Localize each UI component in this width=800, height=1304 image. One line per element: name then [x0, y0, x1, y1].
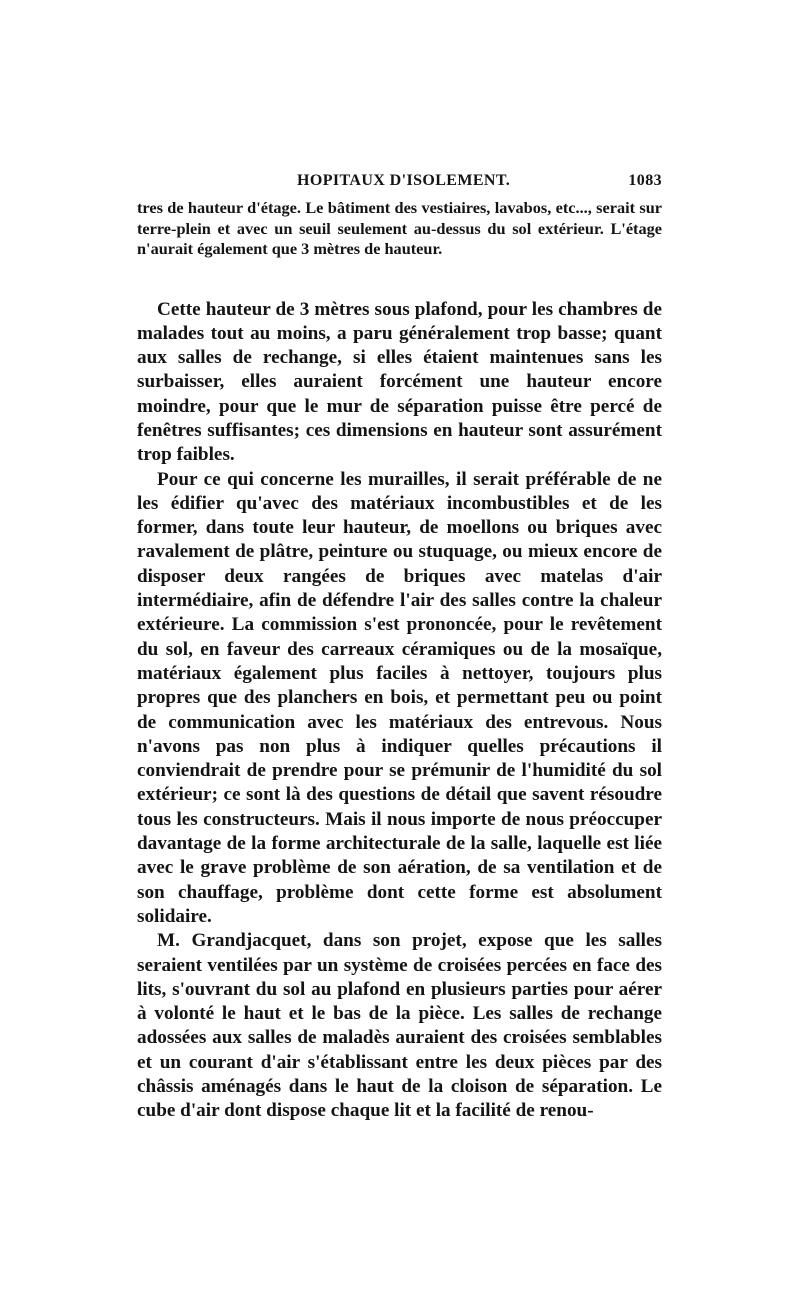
paragraph-walls-and-floors: Pour ce qui concerne les murailles, il serait préférable de ne les édifier qu'avec des matériaux incombustibles et de les former, dans toute leur hauteur, de moellons ou briques avec ravalement de plâtre, peinture ou stuquage, ou mieux encore de disposer deux rangées de briques avec matelas d'air intermédiaire, afin de défendre l'air des salles contre la chaleur extérieure. La commission s'est prononcée, pour le revêtement du sol, en faveur des carreaux céramiques ou de la mosaïque, matériaux également plus faciles à nettoyer, toujours plus propres que des planchers en bois, et permettant peu ou point de communication avec les matériaux des entrevous. Nous n'avons pas non plus à indiquer quelles précautions il conviendrait de prendre pour se prémunir de l'humidité du sol extérieur; ce sont là des questions de détail que savent résoudre tous les constructeurs. Mais il nous importe de nous préoccuper davantage de la forme architecturale de la salle, laquelle est liée avec le grave problème de son aération, de sa ventilation et de son chauffage, problème dont cette forme est absolument solidaire. [137, 468, 662, 927]
running-title: HOPITAUX D'ISOLEMENT. [297, 172, 511, 189]
paragraph-ceiling-height: Cette hauteur de 3 mètres sous plafond, pour les chambres de malades tout au moins, a paru généralement trop basse; quant aux salles de rechange, si elles étaient maintenues sans les surbaisser, elles auraient forcément une hauteur encore moindre, pour que le mur de séparation puisse être percé de fenêtres suffisantes; ces dimensions en hauteur sont assurément trop faibles. [137, 298, 662, 466]
paragraph-grandjacquet-ventilation: M. Grandjacquet, dans son projet, expose que les salles seraient ventilées par un système de croisées percées en face des lits, s'ouvrant du sol au plafond en plusieurs parties pour aérer à volonté le haut et le bas de la pièce. Les salles de rechange adossées aux salles de maladès auraient des croisées semblables et un courant d'air s'établissant entre les deux pièces par des châssis aménagés dans le haut de la cloison de séparation. Le cube d'air dont dispose chaque lit et la facilité de renou- [137, 930, 662, 1122]
running-header [137, 172, 662, 196]
book-page [137, 172, 662, 1124]
page-number: 1083 [628, 172, 662, 189]
section-spacer [137, 260, 662, 298]
continuation-paragraph: tres de hauteur d'étage. Le bâtiment des vestiaires, lavabos, etc..., serait sur terre-plein et avec un seuil seulement au-dessus du sol extérieur. L'étage n'aurait également que 3 mètres de hauteur. [137, 198, 662, 258]
